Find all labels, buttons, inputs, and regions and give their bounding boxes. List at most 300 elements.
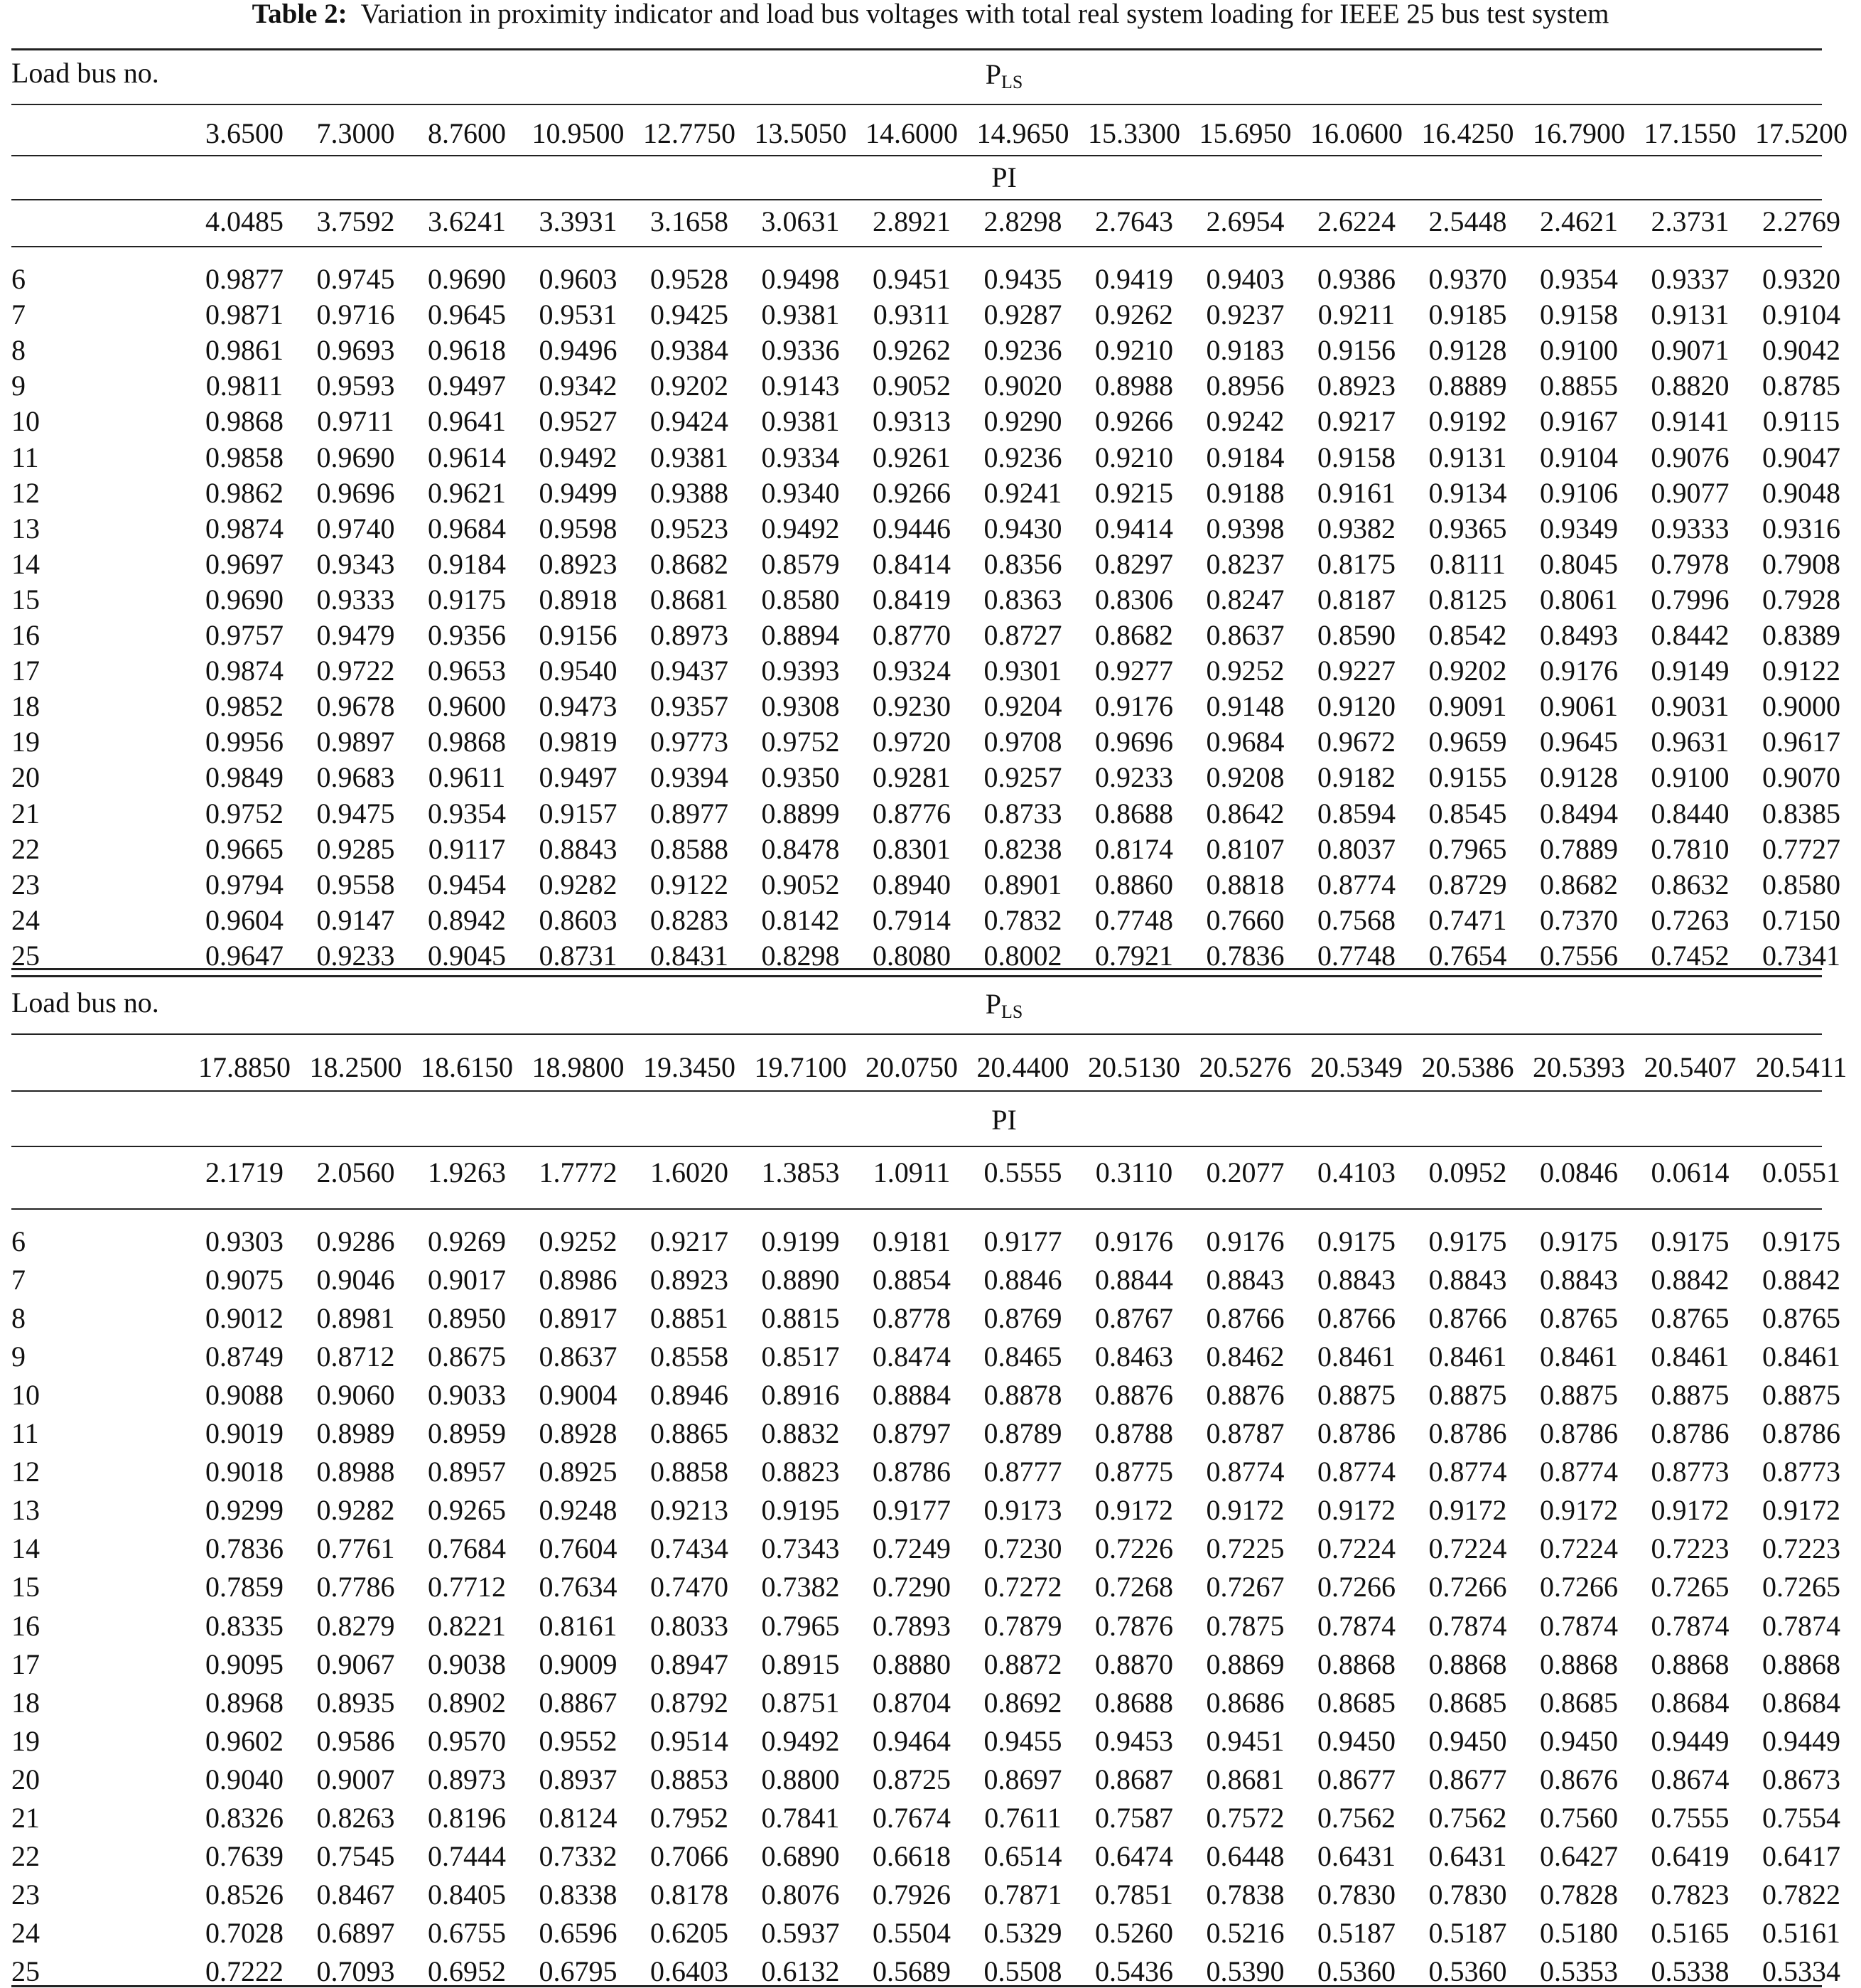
- voltage-cell: 0.9334: [761, 441, 840, 473]
- voltage-cell: 0.9158: [1540, 299, 1618, 331]
- voltage-cell: 0.8687: [1095, 1763, 1173, 1795]
- voltage-cell: 0.9277: [1095, 655, 1173, 687]
- voltage-cell: 0.7875: [1206, 1609, 1285, 1642]
- voltage-cell: 0.9618: [428, 334, 506, 367]
- voltage-cell: 0.9143: [761, 370, 840, 402]
- voltage-cell: 0.8868: [1317, 1648, 1396, 1680]
- table-row-bus-number: 19: [11, 726, 40, 758]
- voltage-cell: 0.9752: [761, 726, 840, 758]
- voltage-cell: 0.9120: [1317, 690, 1396, 723]
- voltage-cell: 0.7341: [1762, 939, 1840, 972]
- pi-value: 2.3731: [1651, 205, 1730, 237]
- voltage-cell: 0.7832: [983, 903, 1062, 936]
- voltage-cell: 0.9455: [983, 1724, 1062, 1757]
- voltage-cell: 0.9070: [1762, 761, 1840, 794]
- voltage-cell: 0.9745: [316, 263, 395, 295]
- table-row-bus-number: 12: [11, 476, 40, 509]
- voltage-cell: 0.7555: [1651, 1801, 1730, 1834]
- voltage-cell: 0.9242: [1206, 405, 1285, 438]
- voltage-cell: 0.9697: [205, 547, 284, 580]
- voltage-cell: 0.9451: [1206, 1724, 1285, 1757]
- voltage-cell: 0.9285: [316, 832, 395, 865]
- voltage-cell: 0.8385: [1762, 797, 1840, 829]
- voltage-cell: 0.9711: [317, 405, 394, 438]
- voltage-cell: 0.8823: [761, 1456, 840, 1488]
- pi-value: 1.9263: [428, 1156, 506, 1188]
- voltage-cell: 0.8928: [539, 1417, 617, 1450]
- pls-value: 18.6150: [421, 1051, 513, 1083]
- voltage-cell: 0.6419: [1651, 1839, 1730, 1872]
- voltage-cell: 0.7761: [316, 1532, 395, 1565]
- voltage-cell: 0.5260: [1095, 1916, 1173, 1949]
- voltage-cell: 0.8237: [1206, 547, 1285, 580]
- voltage-cell: 0.9752: [205, 797, 284, 829]
- voltage-cell: 0.8725: [873, 1763, 951, 1795]
- block-0-pi-values-rule: [11, 246, 1822, 247]
- voltage-cell: 0.9175: [428, 583, 506, 616]
- voltage-cell: 0.8440: [1651, 797, 1730, 829]
- voltage-cell: 0.9176: [1540, 655, 1618, 687]
- voltage-cell: 0.9176: [1095, 690, 1173, 723]
- pls-value: 20.0750: [865, 1051, 958, 1083]
- voltage-cell: 0.9017: [428, 1264, 506, 1296]
- voltage-cell: 0.9308: [761, 690, 840, 723]
- voltage-cell: 0.8890: [761, 1264, 840, 1296]
- voltage-cell: 0.8786: [1428, 1417, 1507, 1450]
- voltage-cell: 0.8037: [1317, 832, 1396, 865]
- voltage-cell: 0.8775: [1095, 1456, 1173, 1488]
- voltage-cell: 0.7634: [539, 1571, 617, 1603]
- voltage-cell: 0.6448: [1206, 1839, 1285, 1872]
- voltage-cell: 0.9430: [983, 512, 1062, 544]
- table-row-bus-number: 14: [11, 547, 40, 580]
- voltage-cell: 0.7572: [1206, 1801, 1285, 1834]
- pi-value: 0.0551: [1762, 1156, 1840, 1188]
- voltage-cell: 0.7266: [1428, 1571, 1507, 1603]
- voltage-cell: 0.9708: [983, 726, 1062, 758]
- voltage-cell: 0.6897: [316, 1916, 395, 1949]
- voltage-cell: 0.9052: [873, 370, 951, 402]
- voltage-cell: 0.8765: [1762, 1302, 1840, 1335]
- voltage-cell: 0.9381: [650, 441, 728, 473]
- voltage-cell: 0.8178: [650, 1878, 728, 1911]
- pi-value: 2.2769: [1762, 205, 1840, 237]
- voltage-cell: 0.9091: [1428, 690, 1507, 723]
- voltage-cell: 0.9446: [873, 512, 951, 544]
- voltage-cell: 0.8989: [316, 1417, 395, 1450]
- voltage-cell: 0.9172: [1317, 1494, 1396, 1527]
- voltage-cell: 0.8868: [1428, 1648, 1507, 1680]
- voltage-cell: 0.9100: [1540, 334, 1618, 367]
- voltage-cell: 0.5353: [1540, 1955, 1618, 1987]
- voltage-cell: 0.8684: [1762, 1686, 1840, 1719]
- voltage-cell: 0.9286: [316, 1225, 395, 1257]
- voltage-cell: 0.8675: [428, 1340, 506, 1373]
- voltage-cell: 0.9849: [205, 761, 284, 794]
- voltage-cell: 0.8868: [1540, 1648, 1618, 1680]
- voltage-cell: 0.9131: [1428, 441, 1507, 473]
- voltage-cell: 0.8283: [650, 903, 728, 936]
- voltage-cell: 0.8751: [761, 1686, 840, 1719]
- pls-header: [947, 988, 1061, 1028]
- voltage-cell: 0.9877: [205, 263, 284, 295]
- voltage-cell: 0.9690: [316, 441, 395, 473]
- voltage-cell: 0.8981: [316, 1302, 395, 1335]
- voltage-cell: 0.5504: [873, 1916, 951, 1949]
- voltage-cell: 0.9665: [205, 832, 284, 865]
- voltage-cell: 0.8463: [1095, 1340, 1173, 1373]
- pi-value: 0.5555: [983, 1156, 1062, 1188]
- voltage-cell: 0.5360: [1428, 1955, 1507, 1987]
- voltage-cell: 0.9182: [1317, 761, 1396, 794]
- block-0-top-rule: [11, 48, 1822, 50]
- voltage-cell: 0.8789: [983, 1417, 1062, 1450]
- voltage-cell: 0.9419: [1095, 263, 1173, 295]
- voltage-cell: 0.8872: [983, 1648, 1062, 1680]
- voltage-cell: 0.8899: [761, 797, 840, 829]
- voltage-cell: 0.9690: [428, 263, 506, 295]
- voltage-cell: 0.7921: [1095, 939, 1173, 972]
- voltage-cell: 0.9678: [316, 690, 395, 723]
- voltage-cell: 0.9183: [1206, 334, 1285, 367]
- voltage-cell: 0.9852: [205, 690, 284, 723]
- voltage-cell: 0.9173: [983, 1494, 1062, 1527]
- voltage-cell: 0.7249: [873, 1532, 951, 1565]
- pls-value: 19.7100: [754, 1051, 847, 1083]
- voltage-cell: 0.8677: [1317, 1763, 1396, 1795]
- table-row-bus-number: 24: [11, 903, 40, 936]
- voltage-cell: 0.9227: [1317, 655, 1396, 687]
- voltage-cell: 0.7952: [650, 1801, 728, 1834]
- voltage-cell: 0.9290: [983, 405, 1062, 438]
- voltage-cell: 0.7874: [1428, 1609, 1507, 1642]
- voltage-cell: 0.5390: [1206, 1955, 1285, 1987]
- pi-value: 2.7643: [1095, 205, 1173, 237]
- voltage-cell: 0.9262: [1095, 299, 1173, 331]
- voltage-cell: 0.7224: [1428, 1532, 1507, 1565]
- table-row-bus-number: 15: [11, 583, 40, 616]
- voltage-cell: 0.7748: [1095, 903, 1173, 936]
- voltage-cell: 0.9115: [1762, 405, 1840, 438]
- voltage-cell: 0.9261: [873, 441, 951, 473]
- pls-value: 13.5050: [754, 117, 847, 149]
- voltage-cell: 0.8956: [1206, 370, 1285, 402]
- voltage-cell: 0.9382: [1317, 512, 1396, 544]
- voltage-cell: 0.9052: [761, 868, 840, 901]
- voltage-cell: 0.8727: [983, 619, 1062, 651]
- voltage-cell: 0.7028: [205, 1916, 284, 1949]
- voltage-cell: 0.8854: [873, 1264, 951, 1296]
- voltage-cell: 0.7470: [650, 1571, 728, 1603]
- voltage-cell: 0.8855: [1540, 370, 1618, 402]
- voltage-cell: 0.9684: [428, 512, 506, 544]
- voltage-cell: 0.8174: [1095, 832, 1173, 865]
- voltage-cell: 0.9388: [650, 476, 728, 509]
- voltage-cell: 0.8681: [1206, 1763, 1285, 1795]
- voltage-cell: 0.8940: [873, 868, 951, 901]
- voltage-cell: 0.9740: [316, 512, 395, 544]
- voltage-cell: 0.9773: [650, 726, 728, 758]
- voltage-cell: 0.8558: [650, 1340, 728, 1373]
- voltage-cell: 0.9394: [650, 761, 728, 794]
- voltage-cell: 0.9531: [539, 299, 617, 331]
- voltage-cell: 0.9176: [1095, 1225, 1173, 1257]
- voltage-cell: 0.9602: [205, 1724, 284, 1757]
- pls-value: 20.5276: [1199, 1051, 1292, 1083]
- table-caption: [0, 0, 1861, 28]
- voltage-cell: 0.9177: [983, 1225, 1062, 1257]
- voltage-cell: 0.8935: [316, 1686, 395, 1719]
- pi-value: 1.7772: [539, 1156, 617, 1188]
- voltage-cell: 0.8637: [539, 1340, 617, 1373]
- voltage-cell: 0.9175: [1540, 1225, 1618, 1257]
- voltage-cell: 0.7560: [1540, 1801, 1618, 1834]
- voltage-cell: 0.9088: [205, 1379, 284, 1412]
- voltage-cell: 0.7452: [1651, 939, 1730, 972]
- voltage-cell: 0.8681: [650, 583, 728, 616]
- voltage-cell: 0.7434: [650, 1532, 728, 1565]
- load-bus-header: Load bus no.: [11, 987, 159, 1019]
- voltage-cell: 0.5165: [1651, 1916, 1730, 1949]
- voltage-cell: 0.8901: [983, 868, 1062, 901]
- voltage-cell: 0.7222: [205, 1955, 284, 1987]
- voltage-cell: 0.8842: [1762, 1264, 1840, 1296]
- voltage-cell: 0.9862: [205, 476, 284, 509]
- voltage-cell: 0.7230: [983, 1532, 1062, 1565]
- voltage-cell: 0.8338: [539, 1878, 617, 1911]
- voltage-cell: 0.8247: [1206, 583, 1285, 616]
- voltage-cell: 0.8542: [1428, 619, 1507, 651]
- voltage-cell: 0.8545: [1428, 797, 1507, 829]
- voltage-cell: 0.6755: [428, 1916, 506, 1949]
- voltage-cell: 0.8916: [761, 1379, 840, 1412]
- voltage-cell: 0.8297: [1095, 547, 1173, 580]
- pi-value: 0.0952: [1428, 1156, 1507, 1188]
- table-row-bus-number: 8: [11, 334, 26, 367]
- voltage-cell: 0.9350: [761, 761, 840, 794]
- voltage-cell: 0.9693: [316, 334, 395, 367]
- block-0-pls-values-rule: [11, 155, 1822, 156]
- table-row-bus-number: 10: [11, 1379, 40, 1412]
- voltage-cell: 0.8773: [1762, 1456, 1840, 1488]
- voltage-cell: 0.9172: [1428, 1494, 1507, 1527]
- voltage-cell: 0.8842: [1651, 1264, 1730, 1296]
- table-row-bus-number: 19: [11, 1724, 40, 1757]
- voltage-cell: 0.7874: [1540, 1609, 1618, 1642]
- pi-value: 3.7592: [316, 205, 395, 237]
- voltage-cell: 0.9641: [428, 405, 506, 438]
- voltage-cell: 0.9202: [650, 370, 728, 402]
- voltage-cell: 0.7889: [1540, 832, 1618, 865]
- voltage-cell: 0.9586: [316, 1724, 395, 1757]
- voltage-cell: 0.7748: [1317, 939, 1396, 972]
- voltage-cell: 0.8632: [1651, 868, 1730, 901]
- voltage-cell: 0.8832: [761, 1417, 840, 1450]
- voltage-cell: 0.7265: [1651, 1571, 1730, 1603]
- voltage-cell: 0.7654: [1428, 939, 1507, 972]
- voltage-cell: 0.9956: [205, 726, 284, 758]
- voltage-cell: 0.9497: [428, 370, 506, 402]
- voltage-cell: 0.9233: [316, 939, 395, 972]
- pls-value: 17.8850: [198, 1051, 291, 1083]
- voltage-cell: 0.8279: [316, 1609, 395, 1642]
- voltage-cell: 0.9757: [205, 619, 284, 651]
- voltage-cell: 0.8419: [873, 583, 951, 616]
- pls-header-subscript: LS: [1000, 72, 1023, 92]
- voltage-cell: 0.9217: [650, 1225, 728, 1257]
- pls-value: 16.0600: [1310, 117, 1403, 149]
- voltage-cell: 0.9819: [539, 726, 617, 758]
- voltage-cell: 0.8685: [1428, 1686, 1507, 1719]
- voltage-cell: 0.8894: [761, 619, 840, 651]
- voltage-cell: 0.8977: [650, 797, 728, 829]
- pi-value: 2.4621: [1540, 205, 1618, 237]
- voltage-cell: 0.7226: [1095, 1532, 1173, 1565]
- voltage-cell: 0.9600: [428, 690, 506, 723]
- voltage-cell: 0.9453: [1095, 1724, 1173, 1757]
- voltage-cell: 0.9172: [1095, 1494, 1173, 1527]
- voltage-cell: 0.8045: [1540, 547, 1618, 580]
- voltage-cell: 0.9060: [316, 1379, 395, 1412]
- voltage-cell: 0.7224: [1317, 1532, 1396, 1565]
- voltage-cell: 0.9265: [428, 1494, 506, 1527]
- voltage-cell: 0.7871: [983, 1878, 1062, 1911]
- voltage-cell: 0.9211: [1317, 299, 1396, 331]
- voltage-cell: 0.9148: [1206, 690, 1285, 723]
- voltage-cell: 0.9858: [205, 441, 284, 473]
- voltage-cell: 0.5360: [1317, 1955, 1396, 1987]
- table-row-bus-number: 23: [11, 1878, 40, 1911]
- pi-value: 2.0560: [316, 1156, 395, 1188]
- voltage-cell: 0.7343: [761, 1532, 840, 1565]
- voltage-cell: 0.7562: [1317, 1801, 1396, 1834]
- voltage-cell: 0.8461: [1317, 1340, 1396, 1373]
- voltage-cell: 0.8778: [873, 1302, 951, 1335]
- voltage-cell: 0.9045: [428, 939, 506, 972]
- caption-label: Table 2:: [252, 0, 347, 29]
- voltage-cell: 0.9175: [1651, 1225, 1730, 1257]
- voltage-cell: 0.8880: [873, 1648, 951, 1680]
- voltage-cell: 0.9100: [1651, 761, 1730, 794]
- voltage-cell: 0.8356: [983, 547, 1062, 580]
- table-row-bus-number: 24: [11, 1916, 40, 1949]
- voltage-cell: 0.9202: [1428, 655, 1507, 687]
- voltage-cell: 0.9514: [650, 1724, 728, 1757]
- voltage-cell: 0.9237: [1206, 299, 1285, 331]
- table-row-bus-number: 9: [11, 1340, 26, 1373]
- voltage-cell: 0.9645: [428, 299, 506, 331]
- voltage-cell: 0.8298: [761, 939, 840, 972]
- voltage-cell: 0.6474: [1095, 1839, 1173, 1872]
- voltage-cell: 0.9897: [316, 726, 395, 758]
- voltage-cell: 0.9451: [873, 263, 951, 295]
- voltage-cell: 0.8594: [1317, 797, 1396, 829]
- voltage-cell: 0.8766: [1317, 1302, 1396, 1335]
- voltage-cell: 0.8238: [983, 832, 1062, 865]
- voltage-cell: 0.9437: [650, 655, 728, 687]
- voltage-cell: 0.8107: [1206, 832, 1285, 865]
- voltage-cell: 0.9042: [1762, 334, 1840, 367]
- voltage-cell: 0.9861: [205, 334, 284, 367]
- voltage-cell: 0.9020: [983, 370, 1062, 402]
- voltage-cell: 0.8875: [1540, 1379, 1618, 1412]
- voltage-cell: 0.9210: [1095, 334, 1173, 367]
- voltage-cell: 0.8774: [1540, 1456, 1618, 1488]
- voltage-cell: 0.9019: [205, 1417, 284, 1450]
- pls-value: 8.7600: [428, 117, 506, 149]
- voltage-cell: 0.7263: [1651, 903, 1730, 936]
- voltage-cell: 0.9381: [761, 405, 840, 438]
- voltage-cell: 0.9095: [205, 1648, 284, 1680]
- block-1-pi-rule: [11, 1146, 1822, 1147]
- voltage-cell: 0.7382: [761, 1571, 840, 1603]
- voltage-cell: 0.9540: [539, 655, 617, 687]
- pls-value: 16.7900: [1533, 117, 1625, 149]
- voltage-cell: 0.9311: [873, 299, 951, 331]
- voltage-cell: 0.8766: [1428, 1302, 1507, 1335]
- voltage-cell: 0.9175: [1762, 1225, 1840, 1257]
- voltage-cell: 0.5689: [873, 1955, 951, 1987]
- voltage-cell: 0.9479: [316, 619, 395, 651]
- pi-value: 2.8921: [873, 205, 951, 237]
- table-row-bus-number: 15: [11, 1571, 40, 1603]
- voltage-cell: 0.7830: [1317, 1878, 1396, 1911]
- pls-value: 18.2500: [309, 1051, 402, 1083]
- voltage-cell: 0.7545: [316, 1839, 395, 1872]
- voltage-cell: 0.7914: [873, 903, 951, 936]
- voltage-cell: 0.8843: [1540, 1264, 1618, 1296]
- voltage-cell: 0.8685: [1540, 1686, 1618, 1719]
- voltage-cell: 0.9497: [539, 761, 617, 794]
- voltage-cell: 0.8474: [873, 1340, 951, 1373]
- voltage-cell: 0.8187: [1317, 583, 1396, 616]
- voltage-cell: 0.9672: [1317, 726, 1396, 758]
- voltage-cell: 0.9659: [1428, 726, 1507, 758]
- pi-value: 3.0631: [761, 205, 840, 237]
- voltage-cell: 0.9048: [1762, 476, 1840, 509]
- voltage-cell: 0.8851: [650, 1302, 728, 1335]
- voltage-cell: 0.7370: [1540, 903, 1618, 936]
- voltage-cell: 0.8111: [1429, 547, 1506, 580]
- table-row-bus-number: 20: [11, 1763, 40, 1795]
- voltage-cell: 0.9156: [1317, 334, 1396, 367]
- voltage-cell: 0.9398: [1206, 512, 1285, 544]
- pls-header-symbol: P: [985, 58, 1001, 90]
- voltage-cell: 0.9282: [316, 1494, 395, 1527]
- voltage-cell: 0.7674: [873, 1801, 951, 1834]
- voltage-cell: 0.8867: [539, 1686, 617, 1719]
- voltage-cell: 0.7965: [1428, 832, 1507, 865]
- voltage-cell: 0.9356: [428, 619, 506, 651]
- voltage-cell: 0.9696: [316, 476, 395, 509]
- pi-value: 1.0911: [873, 1156, 951, 1188]
- voltage-cell: 0.7332: [539, 1839, 617, 1872]
- voltage-cell: 0.8682: [1540, 868, 1618, 901]
- voltage-cell: 0.9104: [1762, 299, 1840, 331]
- pi-value: 3.6241: [428, 205, 506, 237]
- pi-value: 0.4103: [1317, 1156, 1396, 1188]
- voltage-cell: 0.9558: [316, 868, 395, 901]
- voltage-cell: 0.5187: [1317, 1916, 1396, 1949]
- voltage-cell: 0.9492: [761, 1724, 840, 1757]
- block-1-pls-rule: [11, 1033, 1822, 1035]
- voltage-cell: 0.9303: [205, 1225, 284, 1257]
- voltage-cell: 0.8704: [873, 1686, 951, 1719]
- voltage-cell: 0.9155: [1428, 761, 1507, 794]
- voltage-cell: 0.9287: [983, 299, 1062, 331]
- voltage-cell: 0.9324: [873, 655, 951, 687]
- voltage-cell: 0.8858: [650, 1456, 728, 1488]
